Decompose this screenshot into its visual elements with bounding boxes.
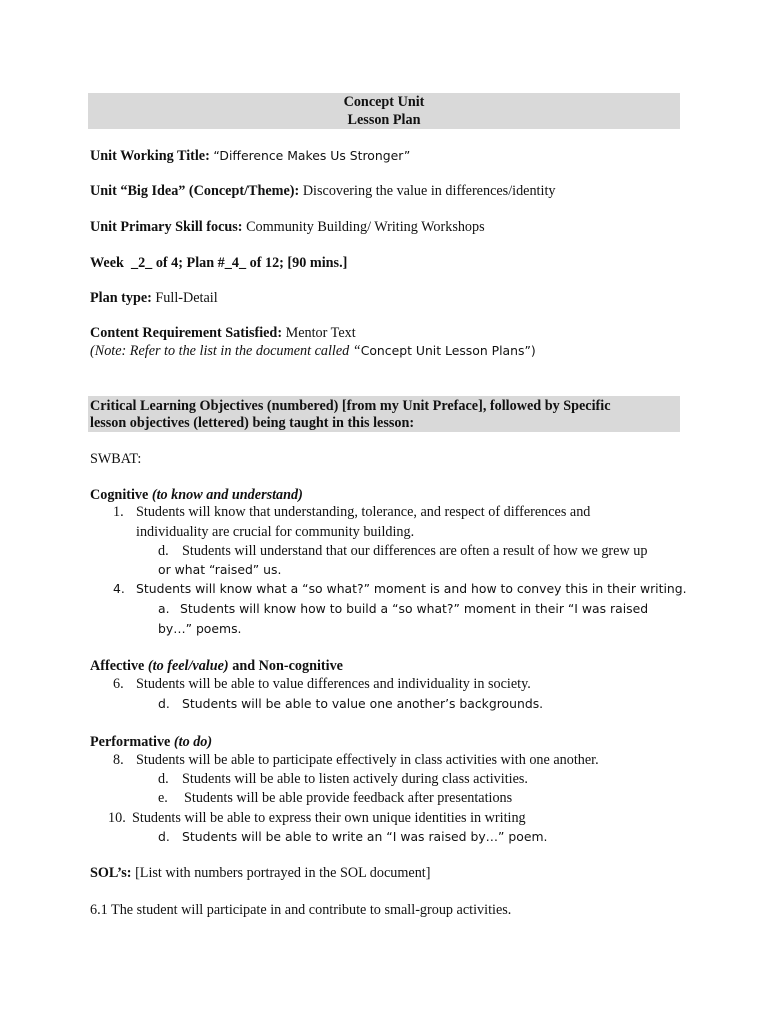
list-item-letter: a. [158,601,170,616]
sols-line: SOL’s: [List with numbers portrayed in the SOL document] [90,865,431,881]
list-item: Students will know what a “so what?” moment is and how to convey this in their writing. [136,581,687,596]
week-plan-line: Week _2_ of 4; Plan #_4_ of 12; [90 mins.] [90,255,348,271]
list-item: Students will understand that our differences are often a result of how we grew up [182,543,648,559]
unit-working-title: Unit Working Title: “Difference Makes Us Stronger” [90,148,411,164]
list-item-number: 1. [113,504,124,520]
list-item-letter: d. [158,829,170,844]
content-requirement-note: (Note: Refer to the list in the document called “Concept Unit Lesson Plans”) [90,343,536,359]
unit-skill-focus: Unit Primary Skill focus: Community Building/ Writing Workshops [90,219,485,235]
list-item-number: 4. [113,581,125,596]
swbat-label: SWBAT: [90,451,142,467]
header-title: Concept Unit [343,94,425,110]
list-item-letter: d. [158,543,169,559]
list-item-letter: d. [158,771,169,787]
plan-type: Plan type: Full-Detail [90,290,218,306]
list-item: Students will be able to listen actively during class activities. [182,771,528,787]
sol-item: 6.1 The student will participate in and contribute to small-group activities. [90,902,512,918]
list-item: Students will know how to build a “so what?” moment in their “I was raised [180,601,649,616]
affective-heading: Affective (to feel/value) and Non-cognitive [90,658,343,674]
cognitive-heading: Cognitive (to know and understand) [90,487,303,503]
list-item: Students will be able to participate effectively in class activities with one another. [136,752,599,768]
list-item: Students will know that understanding, tolerance, and respect of differences and [136,504,591,520]
list-item-number: 6. [113,676,124,692]
list-item-cont: or what “raised” us. [158,562,282,577]
list-item-letter: e. [158,790,168,806]
list-item: Students will be able provide feedback after presentations [184,790,513,806]
performative-heading: Performative (to do) [90,734,213,750]
list-item: Students will be able to write an “I was raised by…” poem. [182,829,548,844]
list-item-cont: individuality are crucial for community building. [136,524,415,540]
unit-big-idea: Unit “Big Idea” (Concept/Theme): Discovering the value in differences/identity [90,183,556,199]
content-requirement: Content Requirement Satisfied: Mentor Text [90,325,356,341]
objectives-header: Critical Learning Objectives (numbered) [from my Unit Preface], followed by Specific [90,398,611,414]
list-item-number: 8. [113,752,124,768]
objectives-header-cont: lesson objectives (lettered) being taught in this lesson: [90,415,415,431]
list-item: Students will be able to value differences and individuality in society. [136,676,531,692]
header-subtitle: Lesson Plan [347,112,421,128]
list-item-number: 10. [108,810,126,826]
list-item: Students will be able to value one another’s backgrounds. [182,696,544,711]
list-item-letter: d. [158,696,170,711]
list-item-cont: by…” poems. [158,621,242,636]
list-item: Students will be able to express their own unique identities in writing [132,810,526,826]
